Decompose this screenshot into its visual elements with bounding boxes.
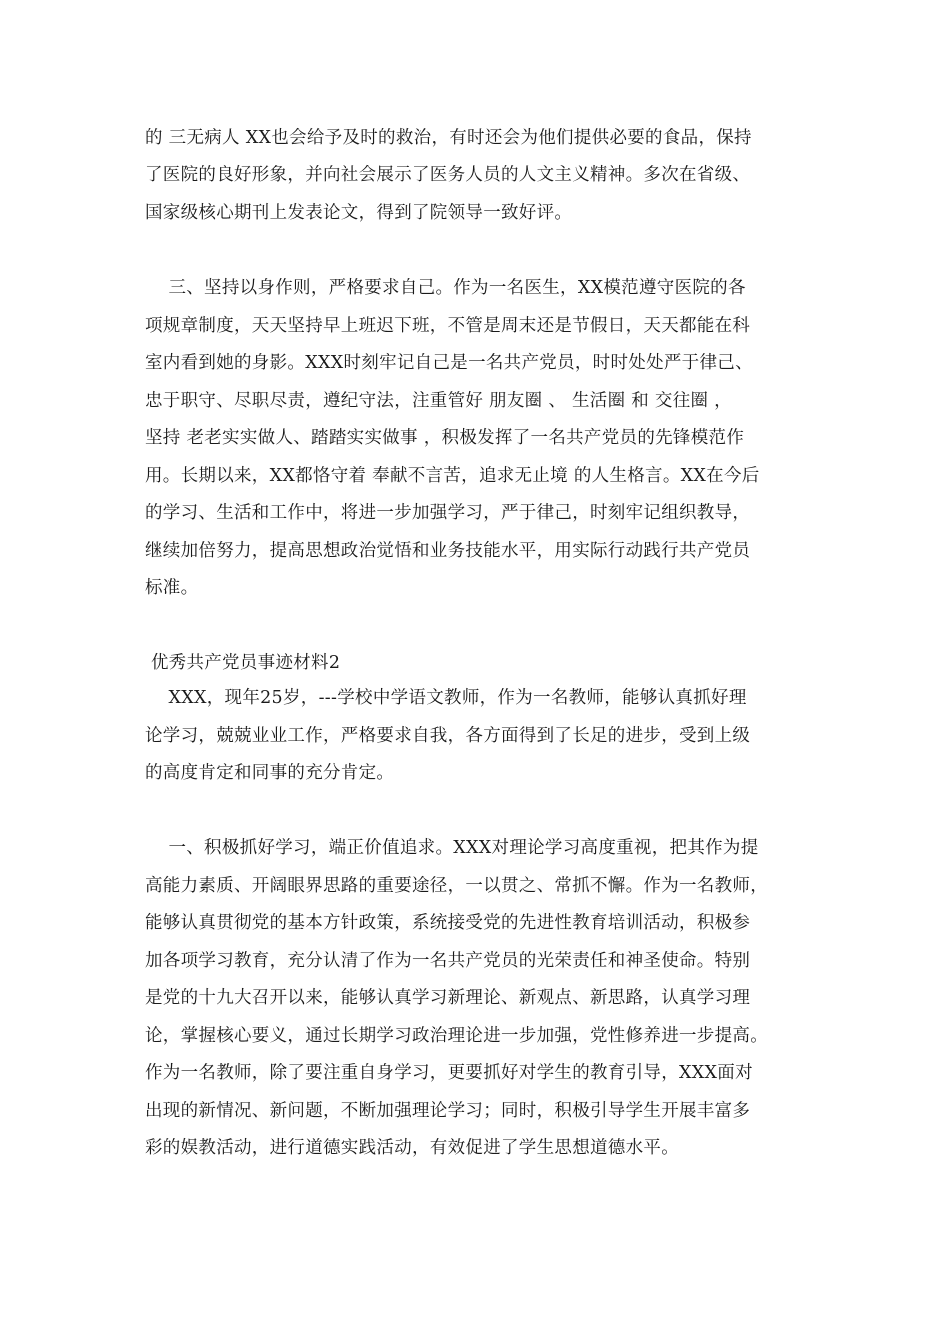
text-line: 了医院的良好形象，并向社会展示了医务人员的人文主义精神。多次在省级、 — [145, 165, 751, 185]
text-line: 高能力素质、开阔眼界思路的重要途径，一以贯之、常抓不懈。作为一名教师， — [145, 876, 768, 896]
text-line: 能够认真贯彻党的基本方针政策，系统接受党的先进性教育培训活动，积极参 — [145, 913, 751, 933]
text-line: 作为一名教师，除了要注重自身学习，更要抓好对学生的教育引导，XXX面对 — [145, 1063, 753, 1083]
text-line: 室内看到她的身影。XXX时刻牢记自己是一名共产党员，时时处处严于律己、 — [145, 353, 753, 373]
text-line: 国家级核心期刊上发表论文，得到了院领导一致好评。 — [145, 203, 573, 223]
text-line: 用。长期以来，XX都恪守着 奉献不言苦，追求无止境 的人生格言。XX在今后 — [145, 466, 760, 486]
text-line: 的学习、生活和工作中，将进一步加强学习，严于律己，时刻牢记组织教导， — [145, 503, 751, 523]
text-line: 一、积极抓好学习，端正价值追求。XXX对理论学习高度重视，把其作为提 — [145, 838, 759, 858]
text-line: 标准。 — [145, 578, 199, 598]
text-line: 坚持 老老实实做人、踏踏实实做事 ，积极发挥了一名共产党员的先锋模范作 — [145, 428, 745, 448]
text-line: 加各项学习教育，充分认清了作为一名共产党员的光荣责任和神圣使命。特别 — [145, 951, 751, 971]
text-line: 继续加倍努力，提高思想政治觉悟和业务技能水平，用实际行动践行共产党员 — [145, 541, 751, 561]
text-line: 彩的娱教活动，进行道德实践活动，有效促进了学生思想道德水平。 — [145, 1138, 679, 1158]
text-line: 三、坚持以身作则，严格要求自己。作为一名医生，XX模范遵守医院的各 — [145, 278, 746, 298]
text-line: 项规章制度，天天坚持早上班迟下班，不管是周末还是节假日，天天都能在科 — [145, 316, 751, 336]
text-line: 忠于职守、尽职尽责，遵纪守法，注重管好 朋友圈 、 生活圈 和 交往圈 ， — [145, 391, 732, 411]
text-line: XXX，现年25岁，---学校中学语文教师，作为一名教师，能够认真抓好理 — [145, 688, 747, 708]
section-heading: 优秀共产党员事迹材料2 — [145, 653, 341, 673]
text-line: 的 三无病人 XX也会给予及时的救治，有时还会为他们提供必要的食品，保持 — [145, 128, 752, 148]
text-line: 论学习，兢兢业业工作，严格要求自我，各方面得到了长足的进步，受到上级 — [145, 726, 751, 746]
text-line: 论，掌握核心要义，通过长期学习政治理论进一步加强，党性修养进一步提高。 — [145, 1026, 768, 1046]
text-line: 的高度肯定和同事的充分肯定。 — [145, 763, 395, 783]
text-line: 出现的新情况、新问题，不断加强理论学习；同时，积极引导学生开展丰富多 — [145, 1101, 751, 1121]
text-line: 是党的十九大召开以来，能够认真学习新理论、新观点、新思路，认真学习理 — [145, 988, 751, 1008]
